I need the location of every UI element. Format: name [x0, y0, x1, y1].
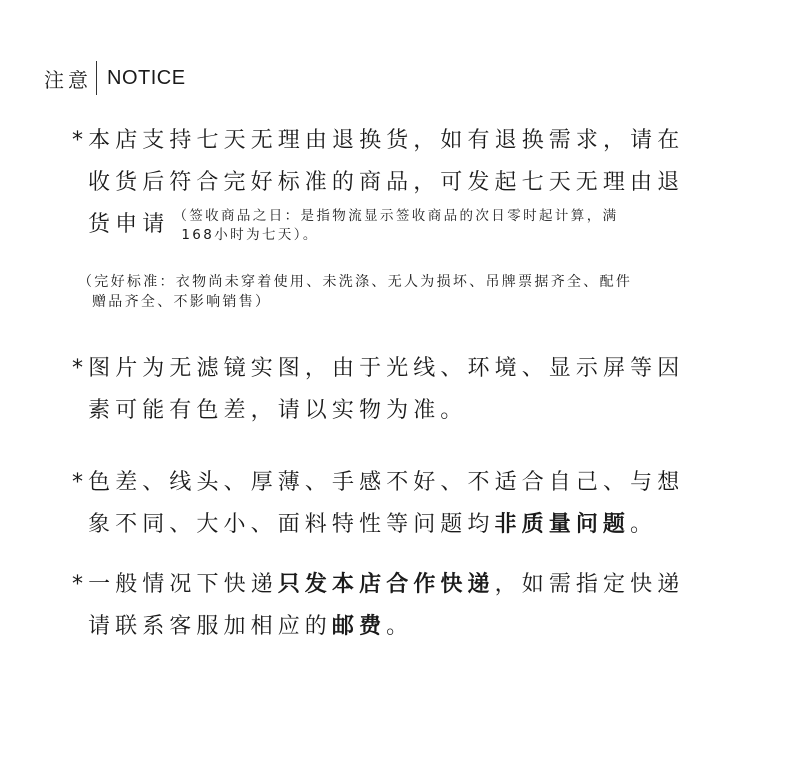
- item2-line1: *图片为无滤镜实图，由于光线、环境、显示屏等因: [72, 356, 685, 381]
- item4-line2-end: 。: [386, 614, 414, 639]
- item1-line3-main: 货申请: [88, 212, 170, 237]
- standard-note-b: 赠品齐全、不影响销售）: [92, 294, 272, 310]
- standard-note-a: （完好标准：衣物尚未穿着使用、未洗涤、无人为损坏、吊牌票据齐全、配件: [78, 274, 633, 290]
- notice-title-en: NOTICE: [107, 66, 186, 89]
- item1-line2: 收货后符合完好标准的商品，可发起七天无理由退: [88, 170, 685, 195]
- item3-line2-normal: 象不同、大小、面料特性等问题均: [88, 512, 495, 537]
- item1-sign-note-a: （签收商品之日：是指物流显示签收商品的次日零时起计算，满: [173, 208, 619, 224]
- item4-line2-normal: 请联系客服加相应的: [88, 614, 332, 639]
- item4-line2-bold: 邮费: [331, 614, 387, 639]
- notice-header: [44, 60, 186, 96]
- header-divider: [96, 61, 97, 95]
- notice-item-color-difference: [72, 348, 722, 432]
- item1-line1: *本店支持七天无理由退换货，如有退换需求，请在: [72, 128, 685, 153]
- item4-line1-end: ，如需指定快递: [494, 572, 685, 597]
- item1-line3: [72, 204, 722, 246]
- notice-item-shipping: [72, 564, 722, 648]
- item3-line2-bold: 非质量问题: [494, 512, 631, 537]
- notice-item-return-policy: [72, 120, 722, 246]
- item4-line1-bold: 只发本店合作快递: [277, 572, 495, 597]
- notice-item-non-quality-issues: [72, 462, 722, 546]
- item4-line1: [72, 564, 722, 606]
- item1-sign-note-b: 168小时为七天）。: [181, 227, 319, 243]
- item4-line2: [72, 606, 722, 648]
- item1-sign-note: [173, 207, 618, 245]
- standard-note: [78, 272, 632, 312]
- item2-line2: 素可能有色差，请以实物为准。: [88, 398, 468, 423]
- item3-line2: [72, 504, 722, 546]
- item3-line1: *色差、线头、厚薄、手感不好、不适合自己、与想: [72, 470, 685, 495]
- item3-line2-end: 。: [630, 512, 658, 537]
- item4-line1-normal: *一般情况下快递: [72, 572, 278, 597]
- notice-title-cn: 注意: [44, 67, 92, 92]
